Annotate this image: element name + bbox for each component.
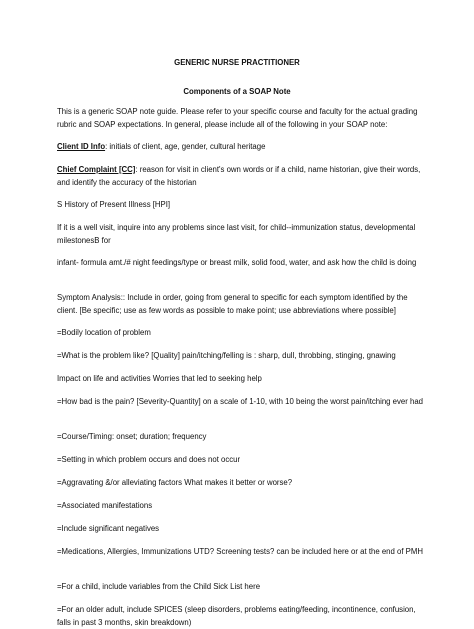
document-subtitle: Components of a SOAP Note: [183, 87, 291, 96]
well-visit-text: If it is a well visit, inquire into any problems since last visit, for child--immunization status, developmental milestonesB for: [57, 223, 416, 245]
list-item-text: =Setting in which problem occurs and does not occur: [57, 455, 241, 464]
list-item-severity: [57, 395, 427, 408]
list-item-impact: [57, 372, 427, 385]
list-item-associated: [57, 499, 427, 512]
list-item-location: [57, 326, 427, 339]
list-item-text: =What is the problem like? [Quality] pain/itching/felling is : sharp, dull, throbbing, stinging, gnawing: [57, 351, 396, 360]
symptom-analysis-text: Symptom Analysis:: Include in order, going from general to specific for each symptom identified by the client. [Be specific; use as few words as possible to make point; use abbreviations where possible]: [57, 293, 408, 315]
list-item-course: [57, 430, 427, 443]
list-item-text: =For a child, include variables from the Child Sick List here: [57, 582, 261, 591]
infant-paragraph: [57, 256, 427, 269]
hpi-text: S History of Present Illness [HPI]: [57, 200, 171, 209]
list-item-text: Impact on life and activities Worries that led to seeking help: [57, 374, 262, 383]
list-item-text: =Course/Timing: onset; duration; frequency: [57, 432, 207, 441]
list-item-text: =Aggravating &/or alleviating factors What makes it better or worse?: [57, 478, 293, 487]
chief-complaint-paragraph: [57, 163, 427, 189]
list-item-quality: [57, 349, 427, 362]
list-item-text: =Include significant negatives: [57, 524, 160, 533]
list-item-aggravating: [57, 476, 427, 489]
hpi-heading: [57, 198, 427, 211]
list-item-text: =Associated manifestations: [57, 501, 153, 510]
list-item-text: =Medications, Allergies, Immunizations UTD? Screening tests? can be included here or at the end of PMH: [57, 547, 423, 556]
infant-text: infant- formula amt./# night feedings/type or breast milk, solid food, water, and ask how the child is doing: [57, 258, 417, 267]
list-item-text: =For an older adult, include SPICES (sleep disorders, problems eating/feeding, incontinence, confusion, falls in past 3 months, skin breakdown): [57, 605, 416, 627]
client-id-paragraph: [57, 140, 427, 153]
client-id-label: Client ID Info: [57, 142, 106, 151]
list-item-setting: [57, 453, 427, 466]
intro-text: This is a generic SOAP note guide. Please refer to your specific course and faculty for the actual grading rubric and SOAP expectations. In general, please include all of the following in your SOAP note:: [57, 107, 418, 129]
list-item-text: =How bad is the pain? [Severity-Quantity] on a scale of 1-10, with 10 being the worst pain/itching ever had: [57, 397, 424, 406]
list-item-negatives: [57, 522, 427, 535]
list-item-text: =Bodily location of problem: [57, 328, 151, 337]
chief-complaint-label: Chief Complaint [CC]: [57, 165, 136, 174]
symptom-analysis-paragraph: [57, 291, 427, 317]
list-item-older-adult: [57, 603, 427, 627]
intro-paragraph: [57, 105, 427, 131]
document-title: GENERIC NURSE PRACTITIONER: [174, 58, 300, 67]
well-visit-paragraph: [57, 221, 427, 247]
chief-complaint-text: : reason for visit in client's own words or if a child, name historian, give their words, and identify the accuracy of the historian: [57, 165, 421, 187]
client-id-text: : initials of client, age, gender, cultural heritage: [105, 142, 266, 151]
list-item-medications: [57, 545, 427, 558]
list-item-child: [57, 580, 427, 593]
